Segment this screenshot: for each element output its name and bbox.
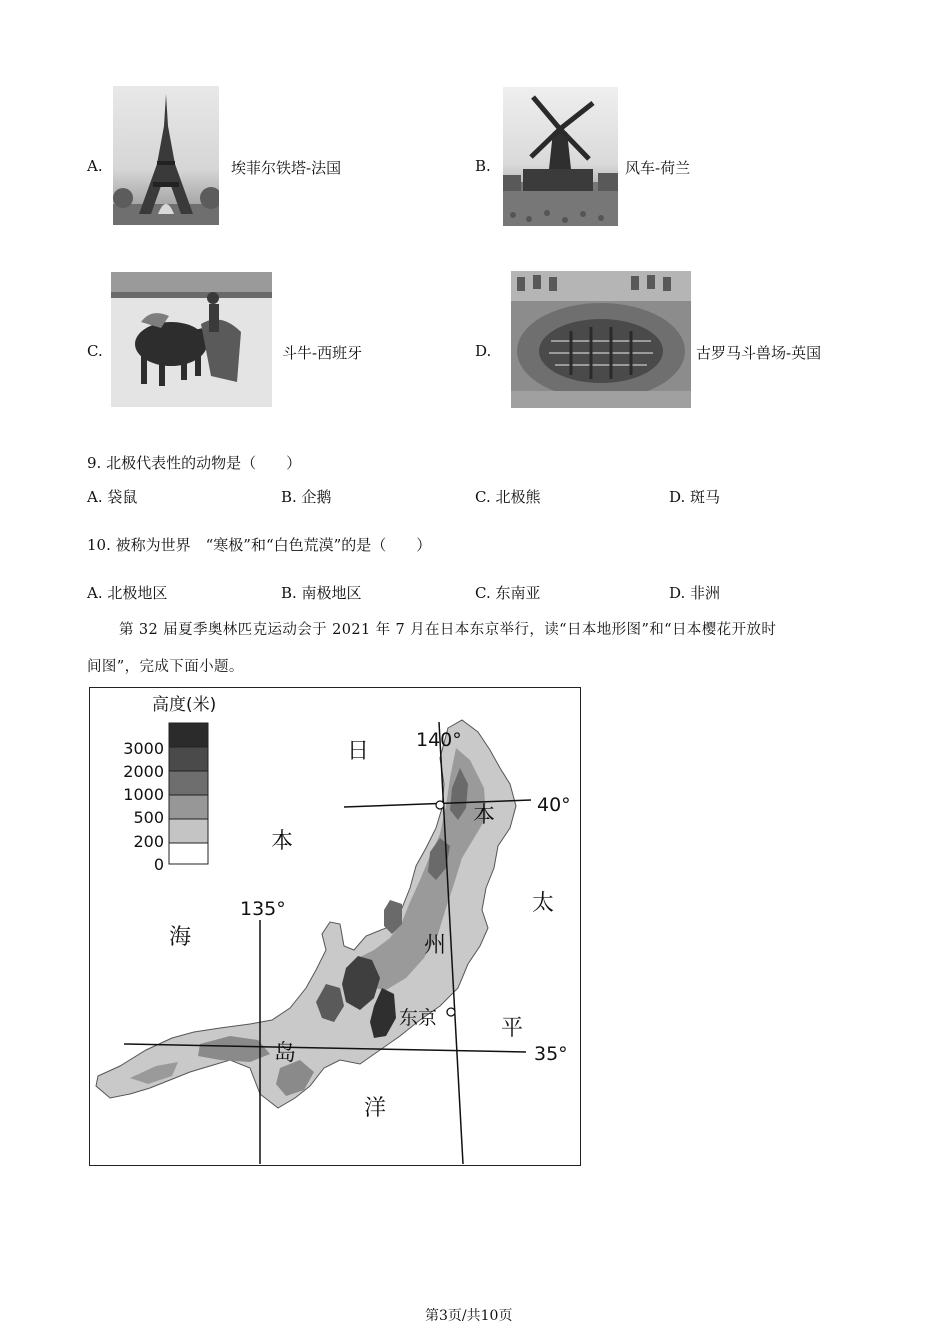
question-10-option-a[interactable]: A. 北极地区: [87, 584, 168, 602]
passage-line-2: 间图”，完成下面小题。: [87, 659, 244, 675]
question-10-option-c[interactable]: C. 东南亚: [475, 584, 541, 602]
option-c-letter: C.: [87, 342, 103, 360]
option-b-caption: 风车-荷兰: [625, 159, 691, 177]
sea-of-japan-char-3: 海: [169, 925, 192, 950]
question-9-stem: 9. 北极代表性的动物是（ ）: [87, 454, 302, 472]
label-140-degrees: 140°: [416, 729, 462, 751]
pacific-ocean-char-3: 洋: [364, 1096, 387, 1121]
legend-label-3000: 3000: [123, 739, 164, 758]
page-footer: 第3页/共10页: [425, 1308, 513, 1324]
legend-swatch-1000: [169, 771, 208, 795]
tokyo-label: 东京: [399, 1007, 438, 1029]
legend-swatches: [169, 723, 208, 864]
windmill-photo: [503, 87, 618, 226]
pacific-ocean-char-2: 平: [501, 1016, 524, 1041]
question-10-option-d[interactable]: D. 非洲: [669, 584, 721, 602]
question-9-option-a[interactable]: A. 袋鼠: [87, 488, 138, 506]
legend-label-200: 200: [133, 832, 164, 851]
question-10-stem: 10. 被称为世界 “寒极”和“白色荒漠”的是（ ）: [87, 536, 432, 554]
question-9-option-b[interactable]: B. 企鹅: [281, 488, 332, 506]
question-9-option-d[interactable]: D. 斑马: [669, 488, 721, 506]
option-c-caption: 斗牛-西班牙: [282, 344, 363, 362]
legend-swatch-3000: [169, 723, 208, 747]
honshu-char-3: 岛: [274, 1041, 297, 1066]
option-d-letter: D.: [475, 342, 492, 360]
passage-line-1: 第 32 届夏季奥林匹克运动会于 2021 年 7 月在日本东京举行，读“日本地形图”和“日本樱花开放时: [119, 622, 777, 638]
honshu-char-2: 州: [424, 933, 447, 958]
option-b-letter: B.: [475, 157, 491, 175]
legend-swatch-200: [169, 819, 208, 843]
option-a-caption: 埃菲尔铁塔-法国: [231, 159, 342, 177]
graticule-intersection-marker: [436, 801, 444, 809]
legend-swatch-500: [169, 795, 208, 819]
question-10-option-b[interactable]: B. 南极地区: [281, 584, 362, 602]
pacific-ocean-char-1: 太: [532, 891, 555, 916]
label-35-degrees: 35°: [534, 1043, 568, 1065]
sea-of-japan-char-1: 日: [347, 739, 370, 764]
honshu-char-1: 本: [473, 803, 496, 828]
legend-label-1000: 1000: [123, 785, 164, 804]
japan-topographic-map: [89, 687, 581, 1166]
bullfight-photo: [111, 272, 272, 407]
tokyo-marker: [447, 1008, 455, 1016]
legend-swatch-0: [169, 843, 208, 864]
map-canvas: [90, 688, 580, 1165]
legend-label-0: 0: [153, 855, 164, 874]
legend-label-2000: 2000: [123, 762, 164, 781]
sea-of-japan-char-2: 本: [271, 829, 294, 854]
option-d-caption: 古罗马斗兽场-英国: [696, 344, 822, 362]
legend-title: 高度(米): [152, 695, 217, 715]
label-135-degrees: 135°: [240, 898, 286, 920]
option-a-letter: A.: [87, 157, 103, 175]
colosseum-photo: [511, 271, 691, 408]
question-9-option-c[interactable]: C. 北极熊: [475, 488, 541, 506]
eiffel-tower-photo: [113, 86, 219, 225]
legend-swatch-2000: [169, 747, 208, 771]
legend-label-500: 500: [133, 808, 164, 827]
label-40-degrees: 40°: [537, 794, 571, 816]
